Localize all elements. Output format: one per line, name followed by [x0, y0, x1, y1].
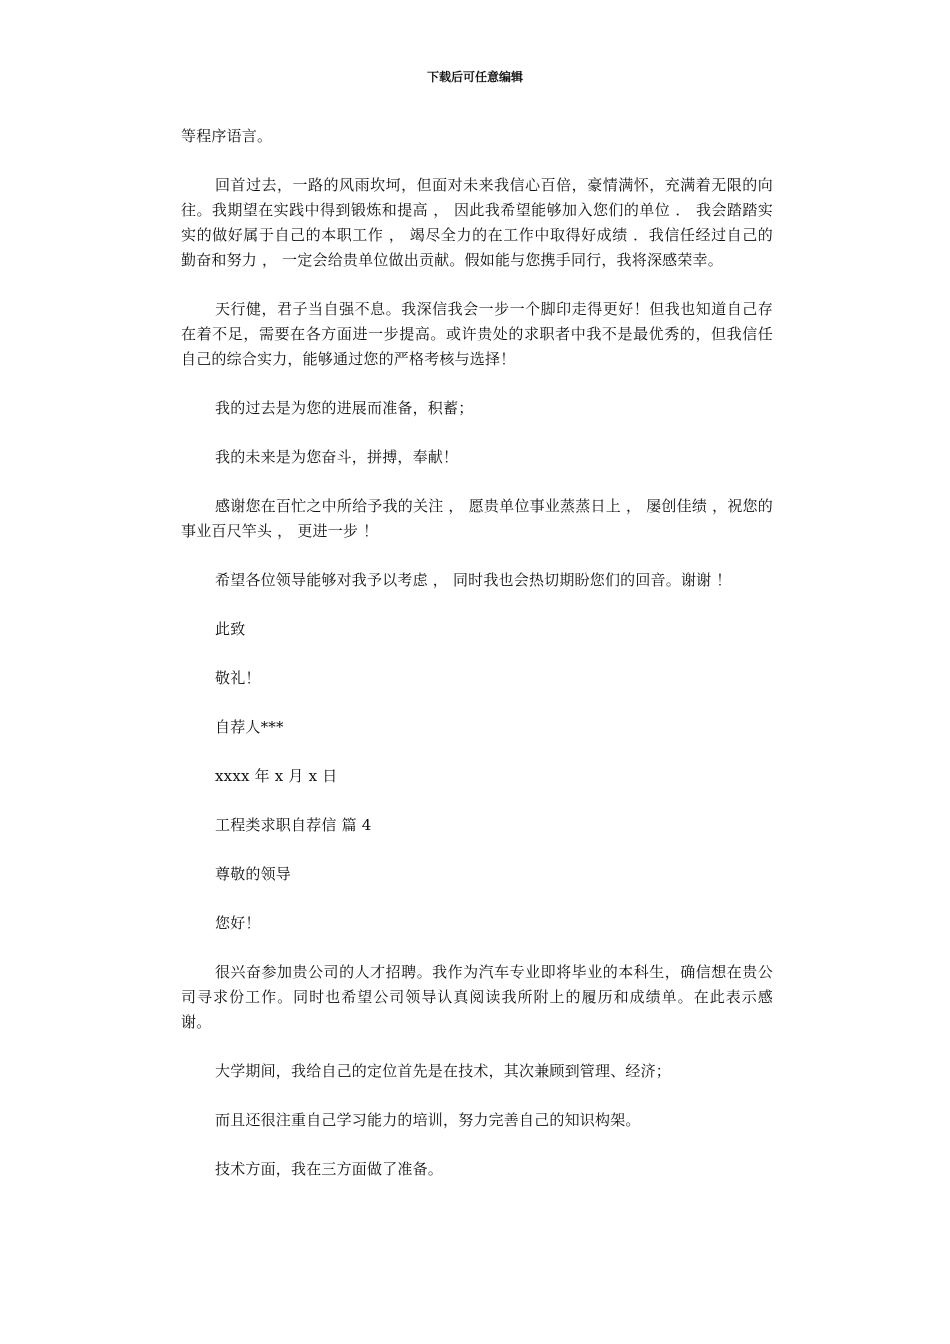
document-body: [181, 124, 773, 1182]
section-title: 工程类求职自荐信 篇 4: [215, 816, 372, 834]
greeting: 尊敬的领导: [215, 865, 292, 883]
paragraph: 我的未来是为您奋斗，拼搏，奉献！: [215, 448, 459, 466]
paragraph: 感谢您在百忙之中所给予我的关注 ， 愿贵单位事业蒸蒸日上 ， 屡创佳绩 ，祝您的事业百尺竿头 ， 更进一步 ！: [181, 497, 773, 540]
date-line: xxxx 年 x 月 x 日: [215, 767, 338, 785]
page-header: 下载后可任意编辑: [426, 70, 523, 84]
paragraph: 回首过去，一路的风雨坎坷，但面对未来我信心百倍，豪情满怀，充满着无限的向往。我期望在实践中得到锻炼和提高 ， 因此我希望能够加入您们的单位 ． 我会踏踏实实的做好属于自己的本职工作 ， 竭尽全力的在工作中取得好成绩 ．我信任经过自己的勤奋和努力 ， 一定会给贵单位做出贡献。假如能与您携手同行，我将深感荣幸。: [181, 176, 773, 269]
closing-salutation: 此致: [215, 620, 246, 638]
signature: 自荐人***: [215, 718, 284, 736]
greeting-line: 您好！: [215, 914, 261, 932]
paragraph: 很兴奋参加贵公司的人才招聘。我作为汽车专业即将毕业的本科生，确信想在贵公司寻求份工作。同时也希望公司领导认真阅读我所附上的履历和成绩单。在此表示感谢。: [181, 963, 773, 1031]
paragraph: 等程序语言。: [181, 127, 273, 145]
paragraph: 大学期间，我给自己的定位首先是在技术，其次兼顾到管理、经济；: [215, 1062, 672, 1080]
paragraph: 技术方面，我在三方面做了准备。: [215, 1160, 444, 1178]
paragraph: 希望各位领导能够对我予以考虑 ， 同时我也会热切期盼您们的回音。谢谢 ！: [215, 571, 732, 589]
closing-regards: 敬礼！: [215, 669, 261, 687]
paragraph: 而且还很注重自己学习能力的培训，努力完善自己的知识构架。: [215, 1111, 641, 1129]
paragraph: 天行健，君子当自强不息。我深信我会一步一个脚印走得更好！但我也知道自己存在着不足，需要在各方面进一步提高。或许贵处的求职者中我不是最优秀的，但我信任自己的综合实力，能够通过您的严格考核与选择！: [181, 300, 773, 368]
paragraph: 我的过去是为您的进展而准备，积蓄；: [215, 399, 474, 417]
